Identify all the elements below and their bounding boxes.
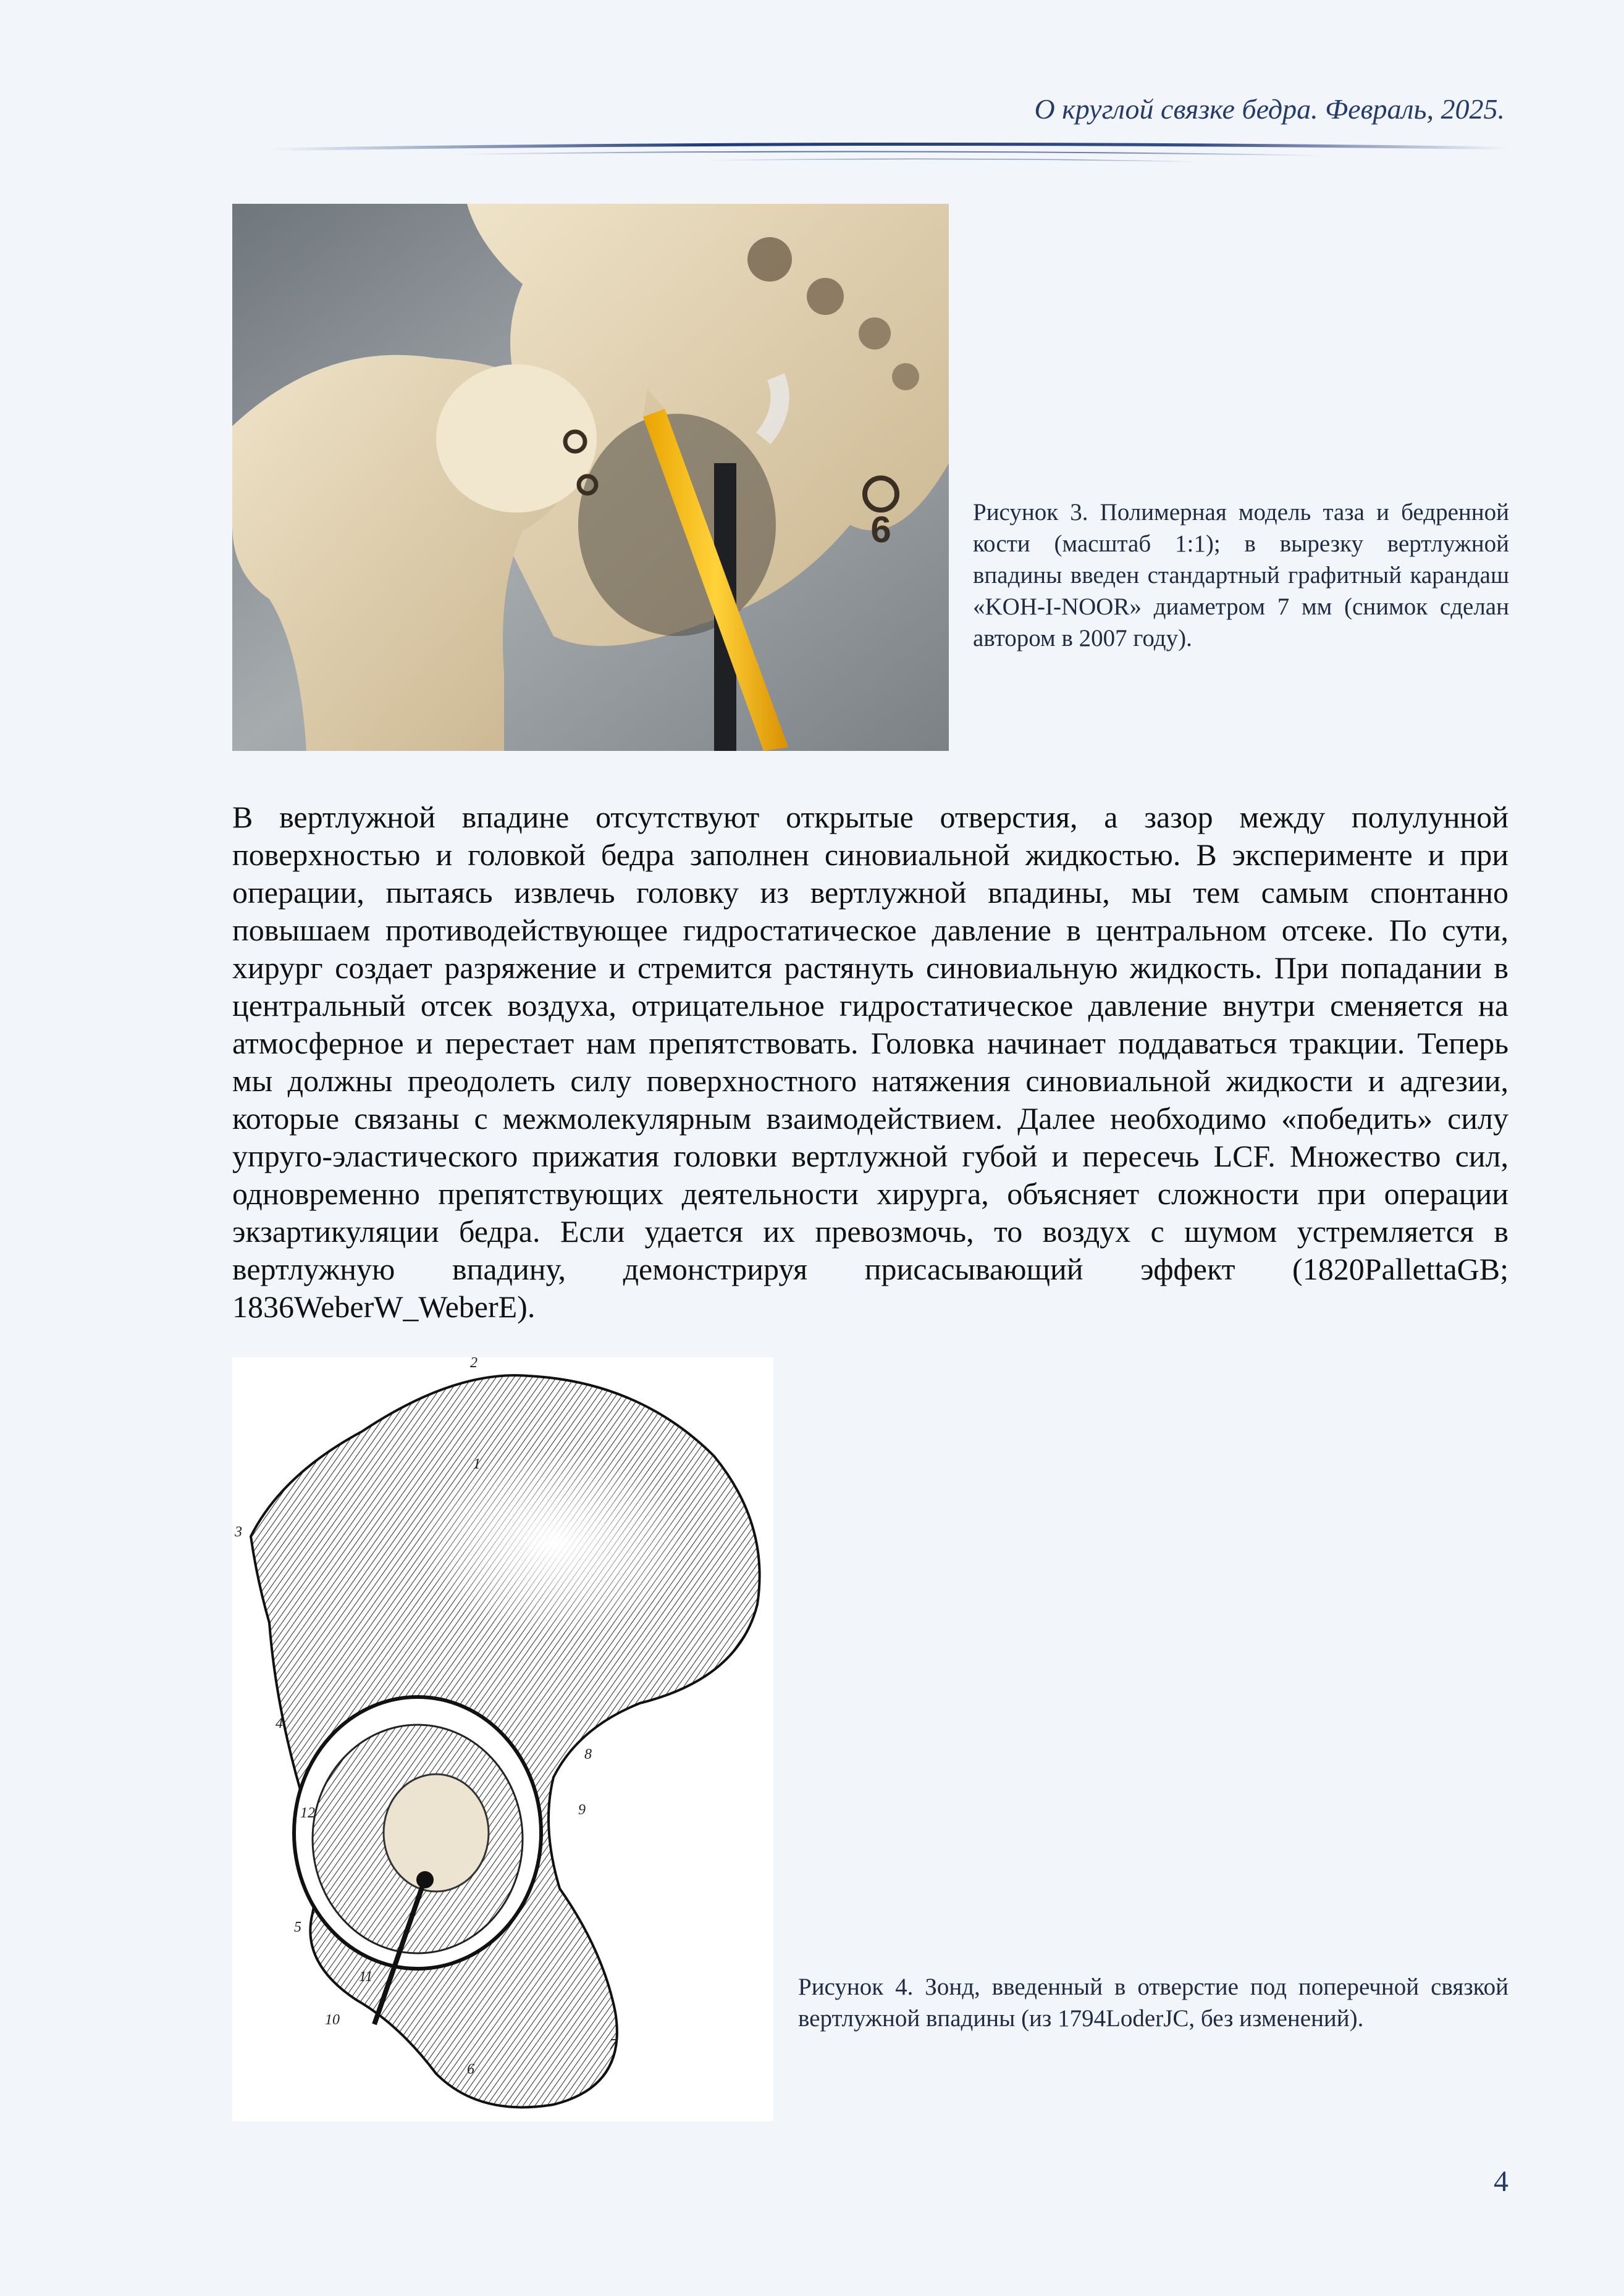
header-rule [272, 137, 1507, 164]
marker-six: 6 [870, 509, 891, 550]
page-number: 4 [1494, 2165, 1508, 2198]
label-12: 12 [300, 1805, 315, 1821]
label-6: 6 [467, 2061, 474, 2077]
label-7: 7 [609, 2037, 616, 2053]
figure-4-caption: Рисунок 4. Зонд, введенный в отверстие под поперечной связкой вертлужной впадины (из 1794LoderJC, без изменений). [798, 1974, 1508, 2032]
label-9: 9 [578, 1802, 586, 1818]
label-8: 8 [584, 1746, 592, 1762]
figure-3-caption: Рисунок 3. Полимерная модель таза и бедренной кости (масштаб 1:1); в вырезку вертлужной впадины введен стандартный графитный карандаш «KOH-I-NOOR» диаметром 7 мм (снимок сделан автором в 2007 году). [973, 499, 1509, 652]
figure-3-photo [232, 204, 949, 751]
body-paragraph: В вертлужной впадине отсутствуют открытые отверстия, а зазор между полулунной поверхностью и головкой бедра заполнен синовиальной жидкостью. В эксперименте и при операции, пытаясь извлечь головку из вертлужной впадины, мы тем самым спонтанно повышаем противодействующее гидростатическое давление в центральном отсеке. По сути, хирург создает разряжение и стремится растянуть синовиальную жидкость. При попадании в центральный отсек воздуха, отрицательное гидростатическое давление внутри сменяется на атмосферное и перестает нам препятствовать. Головка начинает поддаваться тракции. Теперь мы должны преодолеть силу поверхностного натяжения синовиальной жидкости и адгезии, которые связаны с межмолекулярным взаимодействием. Далее необходимо «победить» силу упруго-эластического прижатия головки вертлужной губой и пересечь LCF. Множество сил, одновременно препятствующих деятельности хирурга, объясняет сложности при операции экзартикуляции бедра. Если удается их превозмочь, то воздух с шумом устремляется в вертлужную впадину, демонстрируя присасывающий эффект (1820PallettaGB; 1836WeberW_WeberE). [232, 800, 1508, 1324]
label-5: 5 [294, 1919, 301, 1935]
figure-4-engraving [232, 1357, 773, 2121]
label-3: 3 [235, 1524, 242, 1540]
label-10: 10 [325, 2012, 340, 2028]
running-header: О круглой связке бедра. Февраль, 2025. [1034, 93, 1505, 125]
label-2: 2 [470, 1357, 478, 1371]
label-1: 1 [473, 1456, 481, 1472]
label-4: 4 [276, 1716, 283, 1732]
label-11: 11 [359, 1969, 373, 1985]
